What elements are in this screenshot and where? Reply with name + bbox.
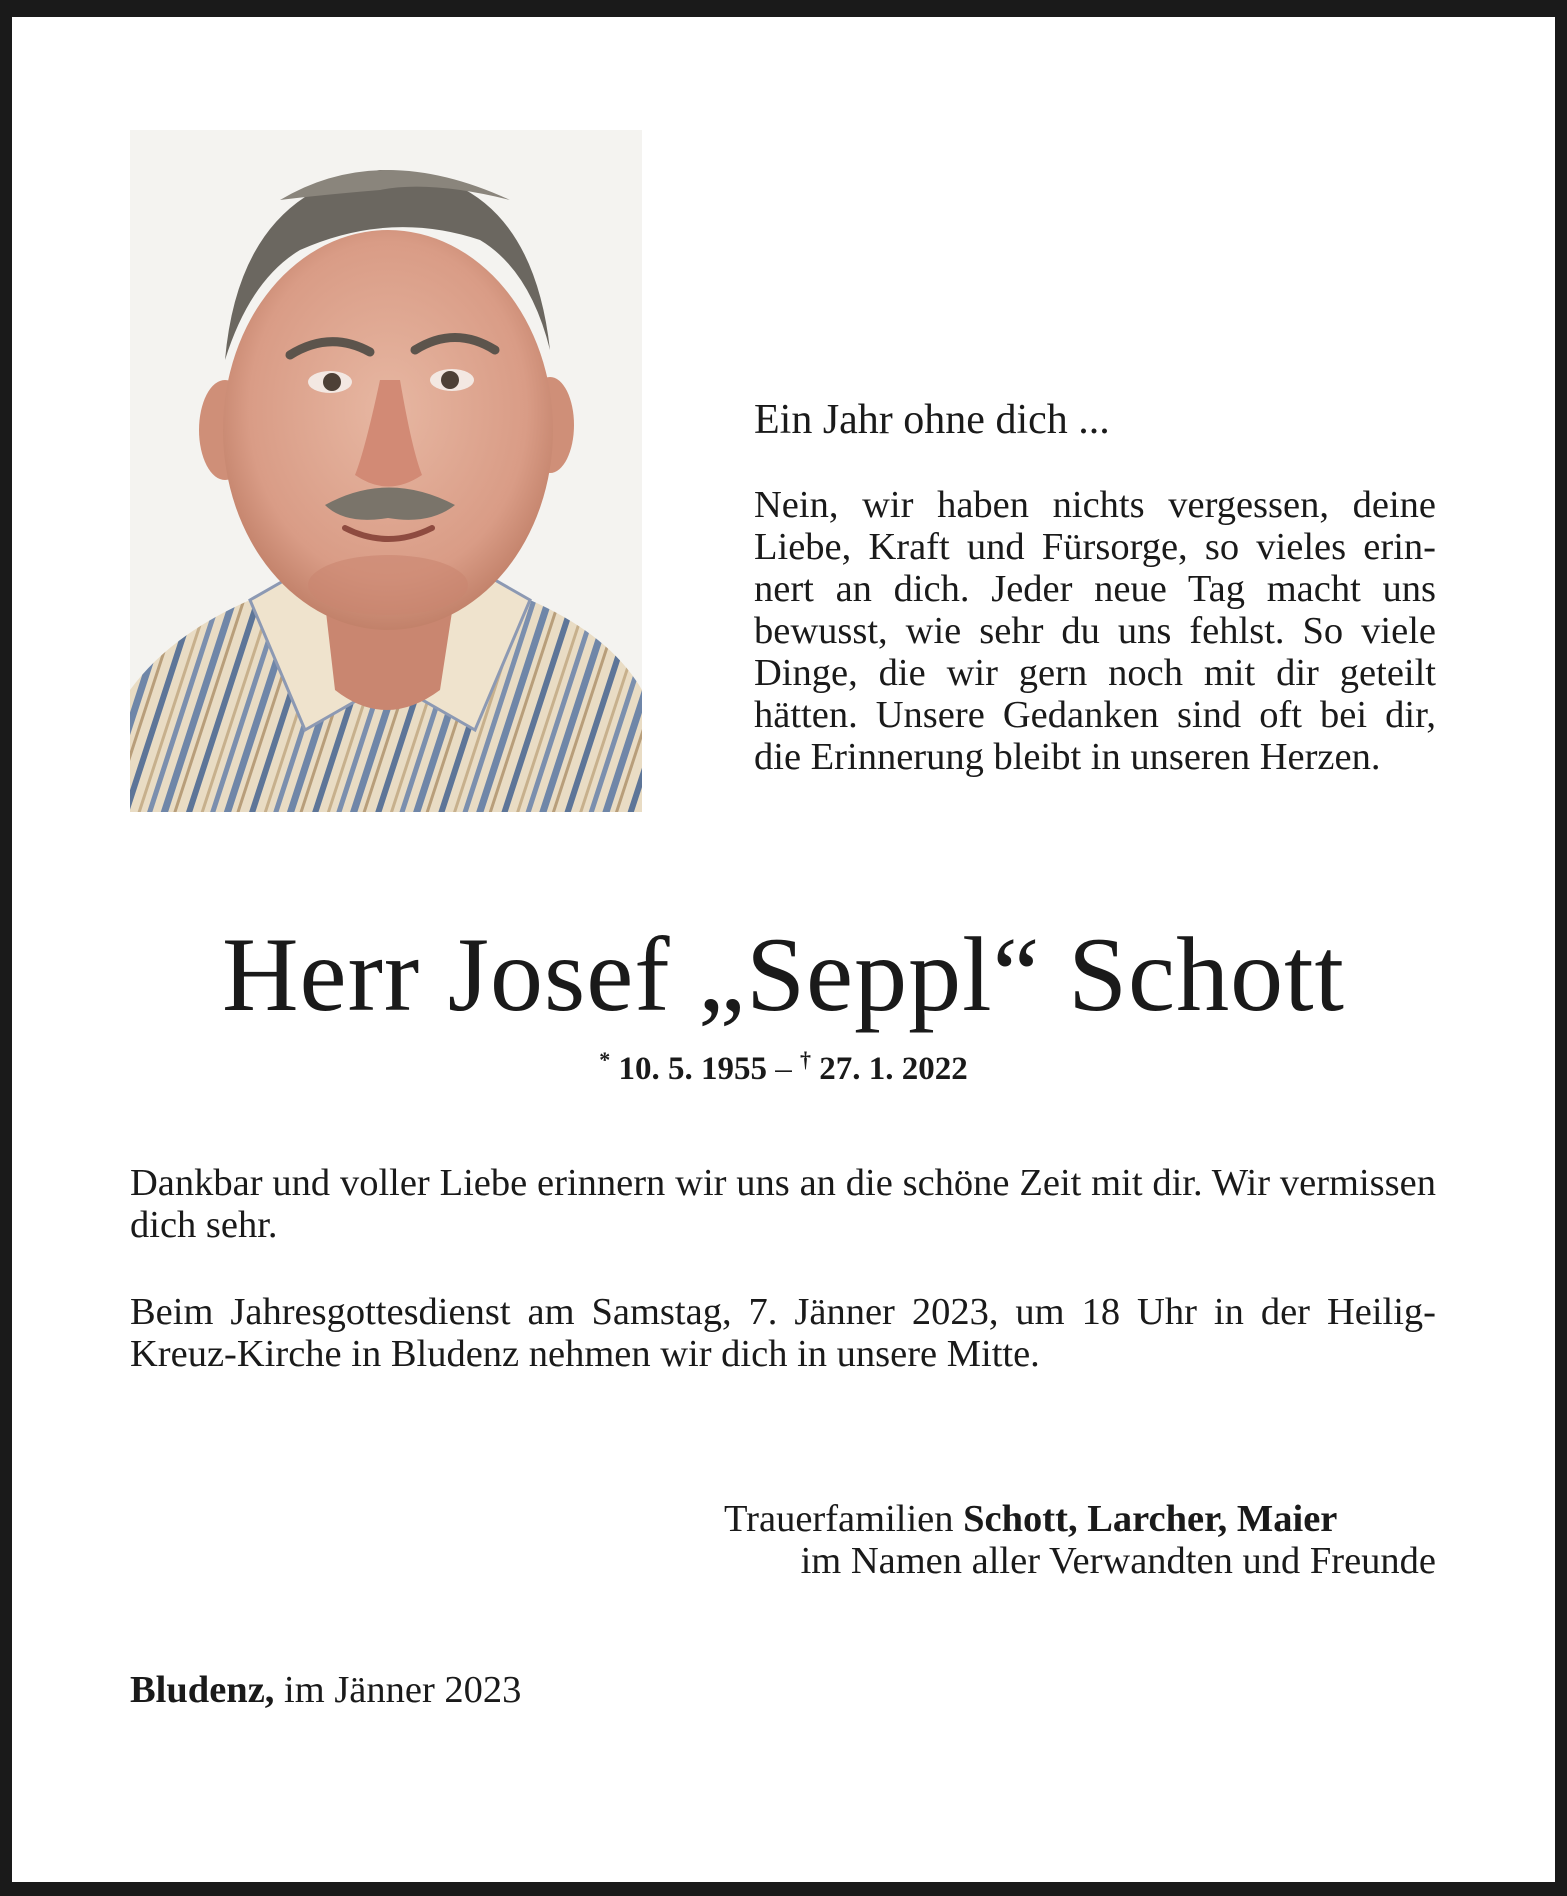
- intro-title: Ein Jahr ohne dich ...: [754, 397, 1110, 443]
- signature-line-1: [724, 1498, 1436, 1540]
- death-symbol: †: [800, 1047, 811, 1072]
- place-date-text: im Jänner 2023: [284, 1669, 522, 1711]
- life-dates: [0, 1038, 1567, 1091]
- portrait-photo: [130, 130, 642, 812]
- signature-line-2: im Namen aller Verwandten und Freunde: [800, 1540, 1436, 1582]
- death-date: 27. 1. 2022: [819, 1051, 968, 1087]
- memorial-paragraph: Dankbar und voller Liebe erinnern wir uns an die schöne Zeit mit dir. Wir vermissen dich sehr.: [130, 1162, 1436, 1246]
- intro-text: Nein, wir haben nichts vergessen, deine Liebe, Kraft und Fürsorge, so vieles erinnert an dich. Jeder neue Tag macht uns bewusst, wie sehr du uns fehlst. So viele Dinge, die wir gern noch mit dir geteilt hätten. Unsere Gedanken sind oft bei dir, die Erinnerung bleibt in unseren Herzen.: [754, 484, 1436, 778]
- portrait-photo-icon: [130, 130, 642, 812]
- birth-date: 10. 5. 1955: [618, 1051, 767, 1087]
- signature-block: [724, 1498, 1436, 1582]
- birth-symbol: *: [599, 1047, 611, 1072]
- service-paragraph: Beim Jahresgottesdienst am Samstag, 7. Jänner 2023, um 18 Uhr in der Heilig-Kreuz-Kirche in Bludenz nehmen wir dich in unsere Mitte.: [130, 1291, 1436, 1375]
- date-separator: –: [775, 1051, 792, 1087]
- signature-families: Schott, Larcher, Maier: [963, 1498, 1338, 1540]
- place-date: [130, 1668, 521, 1712]
- deceased-name: Herr Josef „Seppl“ Schott: [222, 916, 1345, 1033]
- place-city: Bludenz,: [130, 1669, 275, 1711]
- signature-prefix: Trauerfamilien: [724, 1498, 954, 1540]
